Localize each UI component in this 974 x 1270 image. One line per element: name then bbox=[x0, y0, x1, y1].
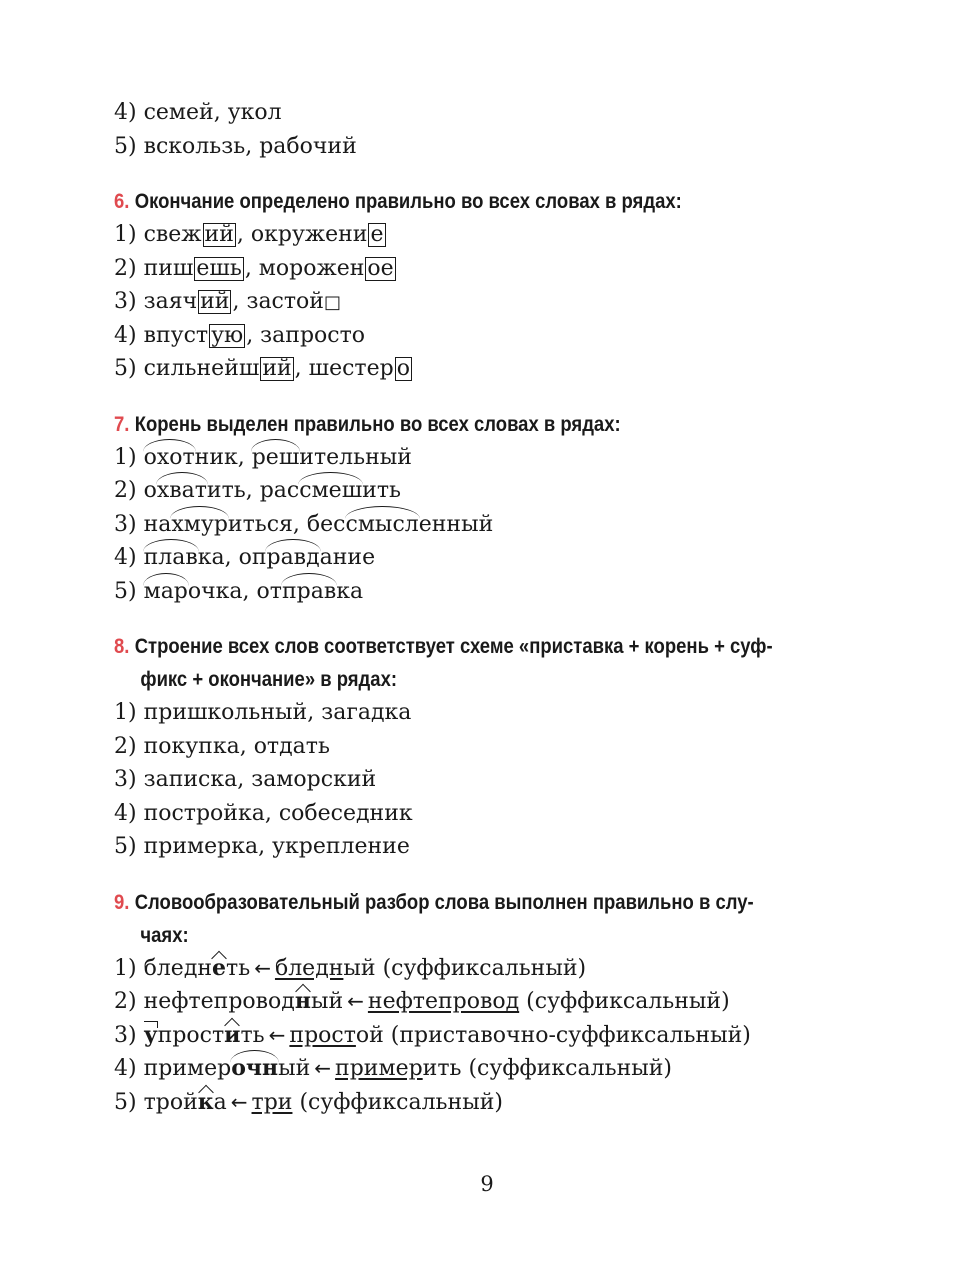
page-content bbox=[114, 96, 874, 1119]
answer-option-4: 4) примерочный ← примерить (суффиксальный) bbox=[114, 1052, 874, 1086]
answer-option-1: 1) пришкольный, загадка bbox=[114, 700, 412, 725]
answer-option-4: 4) постройка, собеседник bbox=[114, 800, 413, 826]
question-7-title bbox=[114, 408, 783, 441]
root-arc: смысл bbox=[346, 508, 419, 542]
ending-box: ий bbox=[262, 356, 292, 381]
suffix-mark: и bbox=[224, 1019, 240, 1053]
prefix-mark: у bbox=[144, 1019, 158, 1053]
answer-option-2: 2) покупка, отдать bbox=[114, 733, 330, 759]
base-underline: бледн bbox=[274, 955, 344, 981]
answer-option-1: 1) охотник, решительный bbox=[114, 441, 874, 475]
root-arc: хмур bbox=[171, 508, 228, 542]
answer-option-1: 1) бледнеть ← бледный (суффиксальный) bbox=[114, 952, 874, 986]
ending-box: ое bbox=[367, 255, 394, 281]
answer-option-2: 2) охватить, рассмешить bbox=[114, 474, 874, 508]
arrow-left-icon: ← bbox=[230, 1089, 248, 1114]
answer-option-3: 3) заяч ий , застой□ bbox=[114, 289, 341, 314]
question-text: Словообразовательный разбор слова выполнен правильно в слу- bbox=[134, 890, 754, 914]
list-item: 5) вскользь, рабочий bbox=[114, 133, 357, 159]
arrow-left-icon: ← bbox=[254, 955, 271, 980]
suffix-mark: н bbox=[295, 985, 311, 1019]
root-arc: охот bbox=[144, 441, 195, 475]
suffix-arc: очн bbox=[231, 1052, 278, 1086]
answer-option-4: 4) впуст ую , запросто bbox=[114, 322, 366, 348]
ending-box: ую bbox=[211, 322, 244, 348]
question-text: Окончание определено правильно во всех словах в рядах: bbox=[134, 190, 682, 213]
suffix-mark: к bbox=[198, 1086, 214, 1120]
root-arc: смеш bbox=[299, 474, 362, 508]
question-6-title bbox=[114, 185, 783, 218]
root-arc: равд bbox=[266, 541, 319, 575]
arrow-left-icon: ← bbox=[314, 1056, 332, 1080]
answer-option-2: 2) нефтепроводный ← нефтепровод (суффиксальный) bbox=[114, 985, 874, 1019]
root-arc: прав bbox=[282, 575, 336, 609]
answer-option-3: 3) записка, заморский bbox=[114, 767, 377, 792]
base-underline: пример bbox=[335, 1056, 423, 1081]
answer-option-4: 4) плавка, оправдание bbox=[114, 541, 874, 575]
answer-option-2: 2) пиш ешь , морожен ое bbox=[114, 255, 394, 281]
question-number: 7. bbox=[114, 412, 130, 436]
root-arc: плав bbox=[144, 541, 198, 575]
base-underline: прост bbox=[289, 1022, 356, 1048]
answer-option-5: 5) сильнейш ий , шестер о bbox=[114, 356, 410, 381]
answer-option-3: 3) нахмуриться, бессмысленный bbox=[114, 508, 874, 542]
list-item: 4) семей, укол bbox=[114, 100, 282, 125]
question-text: Корень выделен правильно во всех словах в рядах: bbox=[134, 412, 621, 436]
question-8-title bbox=[114, 630, 783, 663]
answer-option-5: 5) тройка ← три (суффиксальный) bbox=[114, 1086, 874, 1120]
base-underline: три bbox=[251, 1089, 293, 1115]
ending-box: о bbox=[396, 356, 410, 381]
answer-option-1: 1) свеж ий , окружени е bbox=[114, 222, 384, 247]
ending-box: ий bbox=[200, 289, 230, 314]
answer-option-5: 5) марочка, отправка bbox=[114, 575, 874, 609]
arrow-left-icon: ← bbox=[268, 1022, 286, 1047]
ending-box: ий bbox=[204, 222, 234, 247]
page-number: 9 bbox=[480, 1172, 494, 1196]
question-number: 8. bbox=[114, 635, 130, 658]
base-underline: нефтепровод bbox=[367, 989, 520, 1014]
empty-ending: □ bbox=[323, 292, 341, 313]
question-number: 9. bbox=[114, 890, 130, 914]
question-9-title-cont: чаях: bbox=[140, 923, 189, 947]
ending-box: ешь bbox=[196, 255, 242, 281]
question-8-title-cont: фикс + окончание» в рядах: bbox=[140, 668, 398, 691]
suffix-mark: е bbox=[212, 952, 226, 986]
answer-option-5: 5) примерка, укрепление bbox=[114, 834, 410, 859]
arrow-left-icon: ← bbox=[347, 989, 364, 1013]
question-number: 6. bbox=[114, 190, 130, 213]
root-arc: реш bbox=[252, 441, 300, 475]
question-9-title bbox=[114, 886, 783, 919]
root-arc: хват bbox=[157, 474, 207, 508]
root-arc: мар bbox=[144, 575, 188, 609]
ending-box: е bbox=[370, 222, 384, 247]
question-text: Строение всех слов соответствует схеме «приставка + корень + суф- bbox=[134, 635, 773, 658]
answer-option-3: 3) упростить ← простой (приставочно-суффиксальный) bbox=[114, 1019, 874, 1053]
